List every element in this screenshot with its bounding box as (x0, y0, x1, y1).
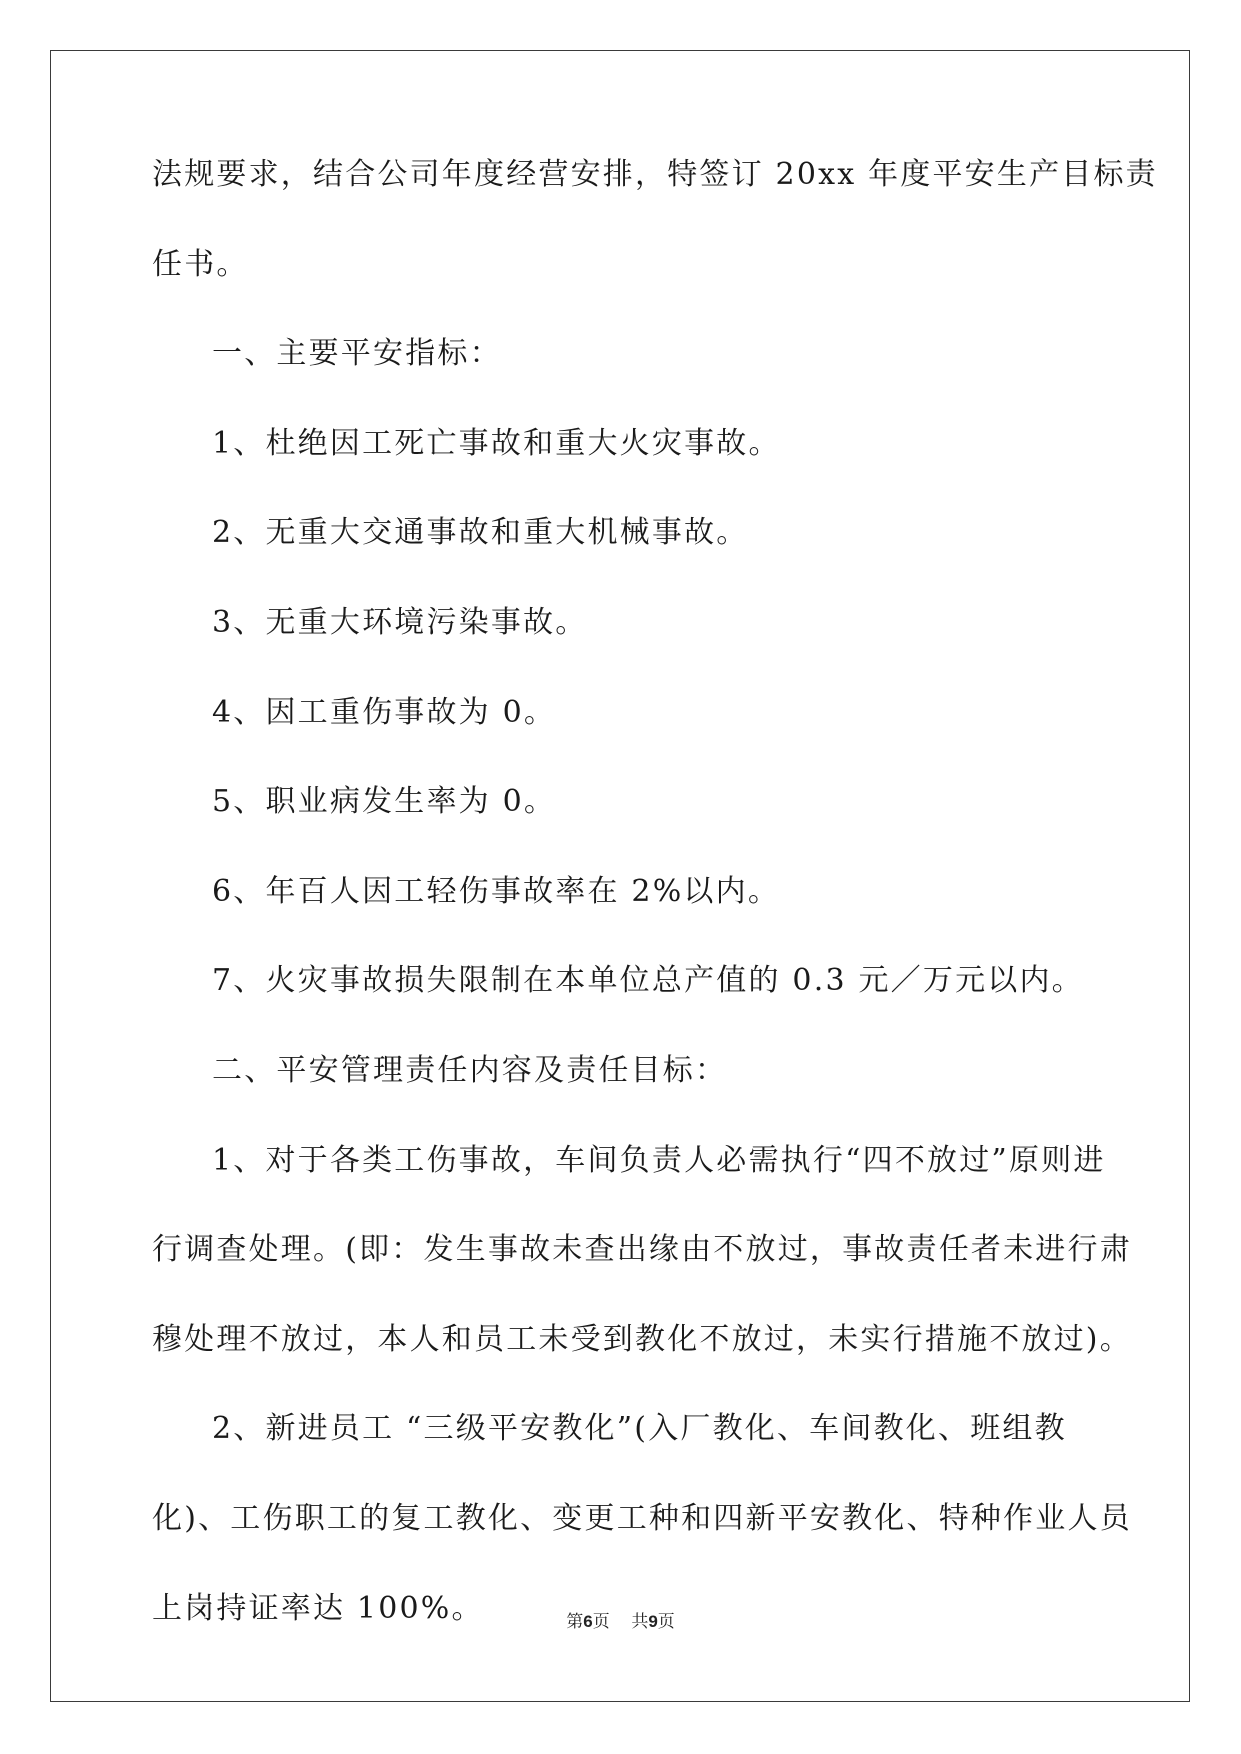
paragraph-line: 上岗持证率达 100%。 (152, 1590, 484, 1626)
total-label-suffix: 页 (657, 1612, 675, 1632)
paragraph-line: 任书。 (152, 246, 249, 282)
list-item: 7、火灾事故损失限制在本单位总产值的 0.3 元／万元以内。 (212, 963, 1084, 999)
list-item: 3、无重大环境污染事故。 (212, 604, 588, 640)
list-item: 5、职业病发生率为 0。 (212, 784, 557, 820)
page-label-prefix: 第 (566, 1612, 584, 1632)
paragraph-line: 法规要求，结合公司年度经营安排，特签订 20xx 年度平安生产目标责 (152, 157, 1158, 192)
list-item: 1、杜绝因工死亡事故和重大火灾事故。 (212, 425, 781, 461)
total-label-prefix: 共 (631, 1612, 649, 1632)
list-item: 4、因工重伤事故为 0。 (212, 694, 557, 730)
section-heading: 一、主要平安指标： (212, 336, 502, 372)
section-heading: 二、平安管理责任内容及责任目标： (212, 1052, 728, 1088)
page-footer (0, 1612, 1241, 1632)
paragraph-line: 行调查处理。(即：发生事故未查出缘由不放过，事故责任者未进行肃 (152, 1232, 1132, 1268)
total-pages: 9 (648, 1612, 658, 1631)
document-body (152, 157, 1158, 1683)
page-label-suffix: 页 (592, 1612, 610, 1632)
list-item: 6、年百人因工轻伤事故率在 2%以内。 (212, 873, 781, 909)
list-item: 2、新进员工 “三级平安教化”(入厂教化、车间教化、班组教 (212, 1411, 1067, 1447)
paragraph-line: 化)、工伤职工的复工教化、变更工种和四新平安教化、特种作业人员 (152, 1500, 1132, 1536)
list-item: 2、无重大交通事故和重大机械事故。 (212, 515, 749, 551)
page-number: 6 (583, 1612, 593, 1631)
list-item: 1、对于各类工伤事故，车间负责人必需执行“四不放过”原则进 (212, 1142, 1106, 1178)
paragraph-line: 穆处理不放过，本人和员工未受到教化不放过，未实行措施不放过)。 (152, 1321, 1132, 1357)
